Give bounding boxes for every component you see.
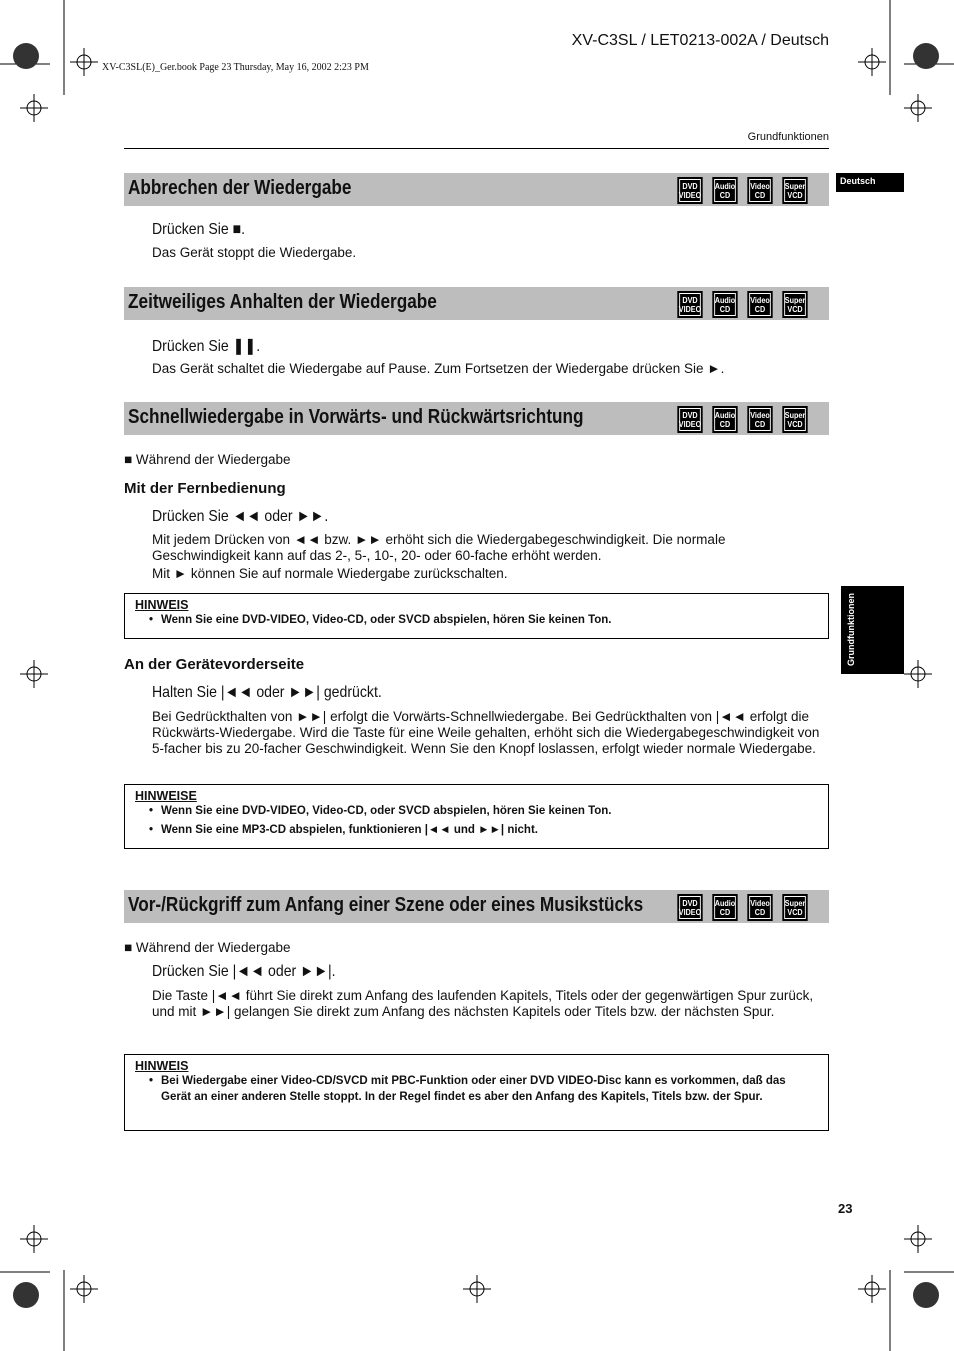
disc-format-badge [712, 894, 737, 921]
badge-bottom: CD [754, 304, 766, 314]
step-instruction: Drücken Sie ■. [152, 221, 246, 238]
disc-format-badge [747, 177, 772, 204]
section-header-search [124, 402, 829, 435]
note-box [124, 593, 829, 639]
note-list [149, 612, 809, 631]
note-heading: HINWEIS [135, 1059, 189, 1073]
badge-top: Super [784, 898, 806, 908]
disc-format-badge [712, 406, 737, 433]
section-title: Zeitweiliges Anhalten der Wiedergabe [128, 291, 437, 313]
badge-top: Video [750, 295, 770, 305]
step-description-2: Mit ► können Sie auf normale Wiedergabe zurückschalten. [152, 566, 508, 581]
step-description: Mit jedem Drücken von ◄◄ bzw. ►► erhöht sich die Wiedergabegeschwindigkeit. Die normale Geschwindigkeit kann auf das 2-, 5-, 10-, 20- oder 60-fache erhöht werden. [152, 532, 726, 563]
badge-top: Audio [714, 295, 736, 305]
badge-top: DVD [682, 181, 698, 191]
badge-bottom: CD [754, 419, 766, 429]
badge-top: Super [784, 295, 806, 305]
step-instruction: Halten Sie |◄◄ oder ►►| gedrückt. [152, 684, 382, 701]
book-info-line: XV-C3SL(E)_Ger.book Page 23 Thursday, May 16, 2002 2:23 PM [102, 62, 369, 73]
badge-bottom: VCD [787, 907, 803, 917]
badge-bottom: VIDEO [678, 304, 702, 314]
note-list [149, 1073, 809, 1108]
badge-bottom: CD [754, 907, 766, 917]
section-header-skip [124, 890, 829, 923]
disc-format-badge [677, 177, 702, 204]
badge-bottom: CD [754, 190, 766, 200]
badge-top: Super [784, 410, 806, 420]
badge-bottom: CD [719, 419, 731, 429]
note-item: • Wenn Sie eine DVD-VIDEO, Video-CD, oder SVCD abspielen, hören Sie keinen Ton. [149, 803, 809, 819]
disc-badges [676, 894, 809, 921]
disc-format-badge [782, 177, 807, 204]
disc-format-badge [677, 406, 702, 433]
section-header-pause [124, 287, 829, 320]
badge-top: Super [784, 181, 806, 191]
badge-bottom: VIDEO [678, 907, 702, 917]
subheading-remote: Mit der Fernbedienung [124, 480, 286, 497]
badge-bottom: VCD [787, 419, 803, 429]
disc-format-badge [747, 406, 772, 433]
badge-top: Audio [714, 898, 736, 908]
disc-badges [676, 177, 809, 204]
badge-top: Video [750, 410, 770, 420]
note-item: • Wenn Sie eine MP3-CD abspielen, funktionieren |◄◄ und ►►| nicht. [149, 822, 809, 838]
step-description: Die Taste |◄◄ führt Sie direkt zum Anfang des laufenden Kapitels, Titels oder der gegenwärtigen Spur zurück, und mit ►►| gelangen Sie direkt zum Anfang des nächsten Kapitels oder Titels bzw. der nächsten Spur. [152, 988, 814, 1019]
badge-bottom: VCD [787, 304, 803, 314]
note-heading: HINWEISE [135, 789, 197, 803]
step-description: Das Gerät stoppt die Wiedergabe. [152, 245, 357, 260]
header-rule [124, 148, 829, 149]
badge-bottom: VCD [787, 190, 803, 200]
step-description: Das Gerät schaltet die Wiedergabe auf Pause. Zum Fortsetzen der Wiedergabe drücken Sie ►. [152, 361, 725, 376]
section-title: Vor-/Rückgriff zum Anfang einer Szene oder eines Musikstücks [128, 894, 644, 916]
running-head: Grundfunktionen [747, 131, 829, 143]
disc-badges [676, 291, 809, 318]
note-item: • Bei Wiedergabe einer Video-CD/SVCD mit PBC-Funktion oder einer DVD VIDEO-Disc kann es vorkommen, daß das Gerät an einer anderen Stelle stoppt. In der Regel findet es aber den Anfang des Kapitels, Titels bzw. der Spur. [149, 1073, 809, 1105]
step-instruction: Drücken Sie |◄◄ oder ►►|. [152, 963, 336, 980]
badge-bottom: VIDEO [678, 190, 702, 200]
badge-bottom: CD [719, 190, 731, 200]
disc-format-badge [782, 291, 807, 318]
badge-top: Video [750, 181, 770, 191]
badge-top: DVD [682, 898, 698, 908]
disc-format-badge [712, 177, 737, 204]
badge-bottom: CD [719, 907, 731, 917]
condition-label: ■ Während der Wiedergabe [124, 452, 291, 467]
step-instruction: Drücken Sie ❚❚. [152, 338, 261, 355]
document-id: XV-C3SL / LET0213-002A / Deutsch [571, 32, 829, 49]
chapter-tab-label: Grundfunktionen [846, 593, 856, 666]
step-instruction: Drücken Sie ◄◄ oder ►►. [152, 508, 329, 525]
disc-format-badge [677, 291, 702, 318]
badge-top: DVD [682, 295, 698, 305]
step-description: Bei Gedrückthalten von ►►| erfolgt die Vorwärts-Schnellwiedergabe. Bei Gedrückthalten von |◄◄ erfolgt die Rückwärts-Wiedergabe. Wird die Taste für eine Weile gehalten, erhöht sich die Wiedergabegeschwindigkeit von 5-facher bis zu 20-facher Geschwindigkeit. Wenn Sie den Knopf loslassen, erfolgt wieder normale Wiedergabe. [152, 709, 820, 756]
note-list [149, 803, 809, 841]
note-box [124, 784, 829, 849]
disc-badges [676, 406, 809, 433]
badge-bottom: VIDEO [678, 419, 702, 429]
disc-format-badge [782, 406, 807, 433]
note-box [124, 1054, 829, 1131]
disc-format-badge [677, 894, 702, 921]
language-tab: Deutsch [836, 173, 904, 192]
badge-top: Audio [714, 181, 736, 191]
disc-format-badge [747, 291, 772, 318]
badge-top: Video [750, 898, 770, 908]
section-header-stop [124, 173, 829, 206]
badge-top: Audio [714, 410, 736, 420]
badge-bottom: CD [719, 304, 731, 314]
disc-format-badge [747, 894, 772, 921]
condition-label: ■ Während der Wiedergabe [124, 940, 291, 955]
subheading-front-panel: An der Gerätevorderseite [124, 656, 305, 673]
section-title: Abbrechen der Wiedergabe [128, 177, 352, 199]
badge-top: DVD [682, 410, 698, 420]
note-item: • Wenn Sie eine DVD-VIDEO, Video-CD, oder SVCD abspielen, hören Sie keinen Ton. [149, 612, 809, 628]
chapter-tab [841, 586, 904, 674]
note-heading: HINWEIS [135, 598, 189, 612]
page-number: 23 [838, 1201, 853, 1216]
disc-format-badge [782, 894, 807, 921]
disc-format-badge [712, 291, 737, 318]
section-title: Schnellwiedergabe in Vorwärts- und Rückwärtsrichtung [128, 406, 584, 428]
